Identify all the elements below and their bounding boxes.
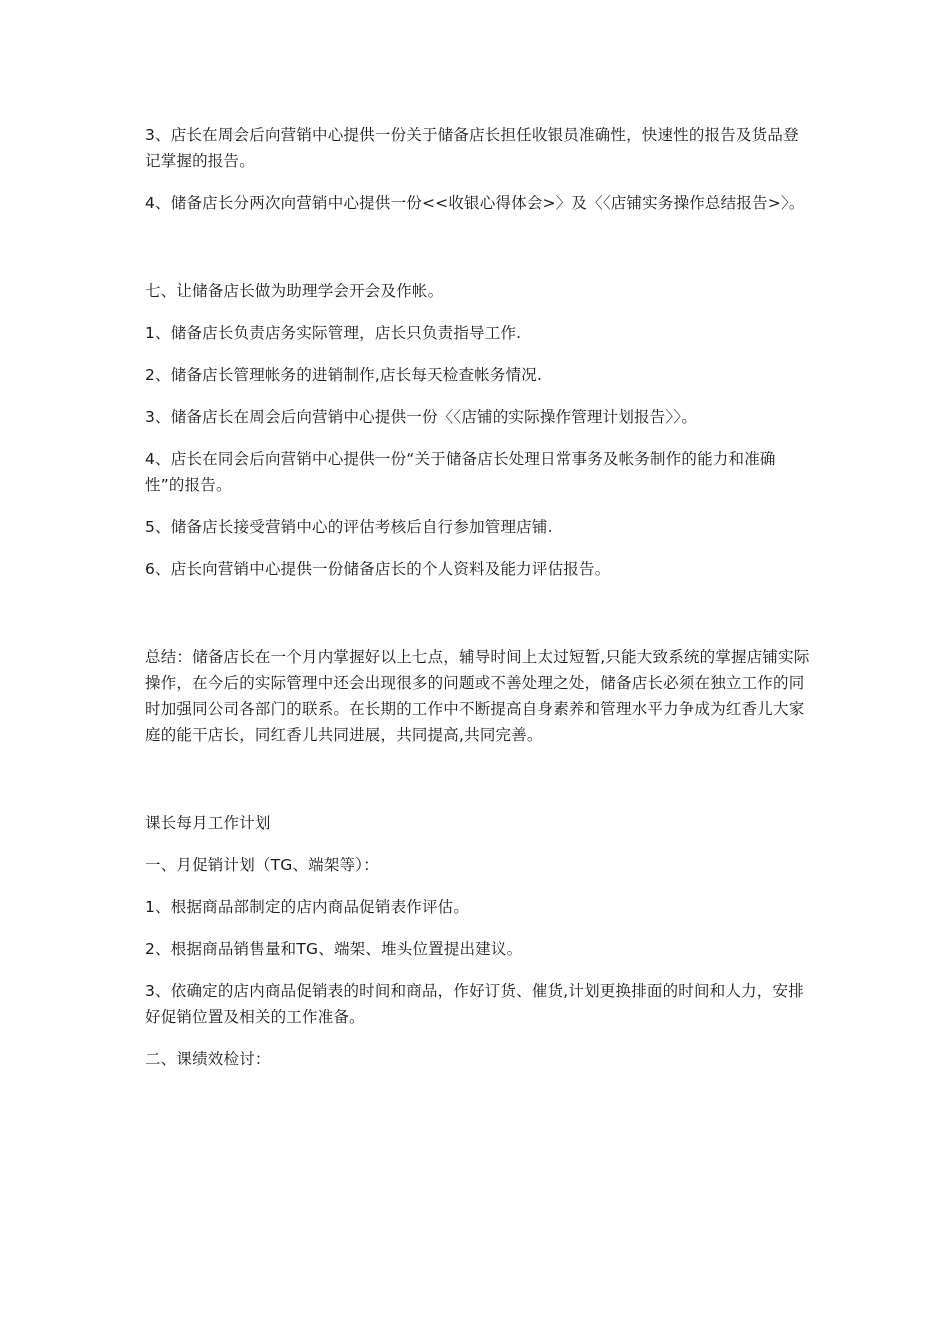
list-item: 4、店长在同会后向营销中心提供一份“关于储备店长处理日常事务及帐务制作的能力和准确性”的报告。 xyxy=(145,450,776,494)
summary-paragraph: 总结：储备店长在一个月内掌握好以上七点，辅导时间上太过短暂,只能大致系统的掌握店铺实际操作，在今后的实际管理中还会出现很多的问题或不善处理之处，储备店长必须在独立工作的同时加强同公司各部门的联系。在长期的工作中不断提高自身素养和管理水平力争成为红香儿大家庭的能干店长，同红香儿共同进展，共同提高,共同完善。 xyxy=(145,648,810,744)
list-item: 3、储备店长在周会后向营销中心提供一份〈〈店铺的实际操作管理计划报告〉〉。 xyxy=(145,408,698,426)
list-item: 1、储备店长负责店务实际管理，店长只负责指导工作. xyxy=(145,324,522,342)
list-item: 6、店长向营销中心提供一份储备店长的个人资料及能力评估报告。 xyxy=(145,560,611,578)
section-heading-promotion: 一、月促销计划（TG、端架等）： xyxy=(145,856,379,874)
document-body xyxy=(145,122,813,1072)
list-item: 1、根据商品部制定的店内商品促销表作评估。 xyxy=(145,898,470,916)
paragraph-report-summary: 4、储备店长分两次向营销中心提供一份<<收银心得体会>〉及〈〈店铺实务操作总结报告>〉。 xyxy=(145,194,805,212)
section-title-monthly-plan: 课长每月工作计划 xyxy=(145,814,271,832)
list-item: 3、依确定的店内商品促销表的时间和商品，作好订货、催货,计划更换排面的时间和人力，安排好促销位置及相关的工作准备。 xyxy=(145,982,804,1026)
list-item: 2、储备店长管理帐务的进销制作,店长每天检查帐务情况. xyxy=(145,366,543,384)
paragraph-report-cashier: 3、店长在周会后向营销中心提供一份关于储备店长担任收银员准确性，快速性的报告及货品登记掌握的报告。 xyxy=(145,126,799,170)
list-item: 2、根据商品销售量和TG、端架、堆头位置提出建议。 xyxy=(145,940,523,958)
list-item: 5、储备店长接受营销中心的评估考核后自行参加管理店铺. xyxy=(145,518,553,536)
section-heading-performance: 二、课绩效检讨： xyxy=(145,1050,271,1068)
section-heading-seven: 七、让储备店长做为助理学会开会及作帐。 xyxy=(145,282,444,300)
